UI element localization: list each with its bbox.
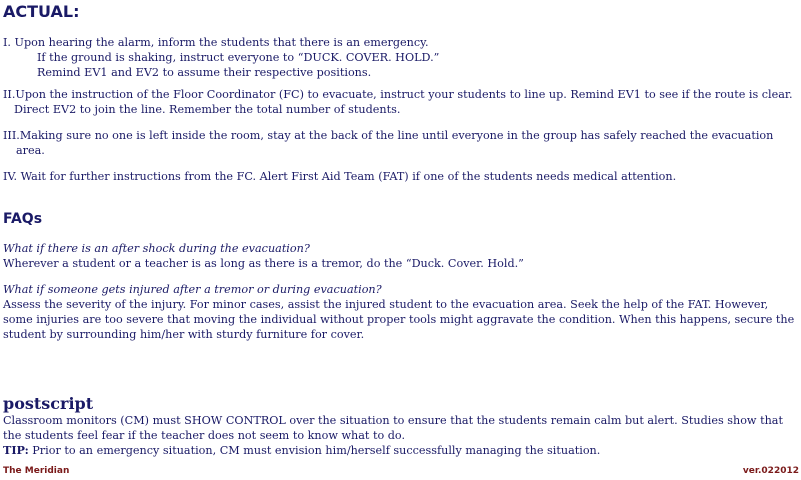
postscript-body	[3, 413, 799, 458]
faq-item	[3, 241, 799, 271]
faq-answer: Assess the severity of the injury. For minor cases, assist the injured student to the evacuation area. Seek the help of the FAT. However, some injuries are too severe that moving the individual without proper tools might aggravate the condition. When this happens, secure the student by surrounding him/her with sturdy furniture for cover.	[3, 298, 795, 341]
faqs-heading: FAQs	[3, 211, 43, 227]
step-1-sub-1: If the ground is shaking, instruct everyone to “DUCK. COVER. HOLD.”	[37, 51, 440, 64]
actual-heading: ACTUAL:	[3, 2, 80, 21]
faq-answer: Wherever a student or a teacher is as long as there is a tremor, do the “Duck. Cover. Hold.”	[3, 257, 524, 270]
step-4	[3, 169, 799, 184]
step-1-text: I. Upon hearing the alarm, inform the students that there is an emergency.	[3, 36, 429, 49]
postscript-heading: postscript	[3, 394, 94, 413]
tip-text: Prior to an emergency situation, CM must envision him/herself successfully managing the situation.	[28, 444, 601, 457]
step-2-text: II.Upon the instruction of the Floor Coordinator (FC) to evacuate, instruct your students to line up. Remind EV1 to see if the route is clear.	[3, 88, 793, 101]
footer-brand: The Meridian	[3, 466, 70, 476]
footer-version: ver.022012	[742, 466, 799, 476]
faq-item	[3, 282, 799, 342]
step-3-text: III.Making sure no one is left inside the room, stay at the back of the line until everyone in the group has safely reached the evacuation	[3, 129, 774, 142]
step-3-continuation: area.	[16, 144, 45, 157]
faq-question: What if there is an after shock during the evacuation?	[3, 242, 310, 255]
postscript-text: Classroom monitors (CM) must SHOW CONTROL over the situation to ensure that the students remain calm but alert. Studies show that the students feel fear if the teacher does not seem to know what to do.	[3, 414, 783, 442]
step-2	[3, 87, 799, 117]
step-3	[3, 128, 799, 158]
faq-question: What if someone gets injured after a tremor or during evacuation?	[3, 283, 382, 296]
tip-label: TIP:	[3, 443, 29, 457]
step-1-sub-2: Remind EV1 and EV2 to assume their respective positions.	[37, 66, 372, 79]
step-4-text: IV. Wait for further instructions from the FC. Alert First Aid Team (FAT) if one of the students needs medical attention.	[3, 170, 677, 183]
tip-line	[3, 443, 799, 458]
step-2-continuation: Direct EV2 to join the line. Remember the total number of students.	[14, 103, 401, 116]
step-1	[3, 35, 799, 80]
